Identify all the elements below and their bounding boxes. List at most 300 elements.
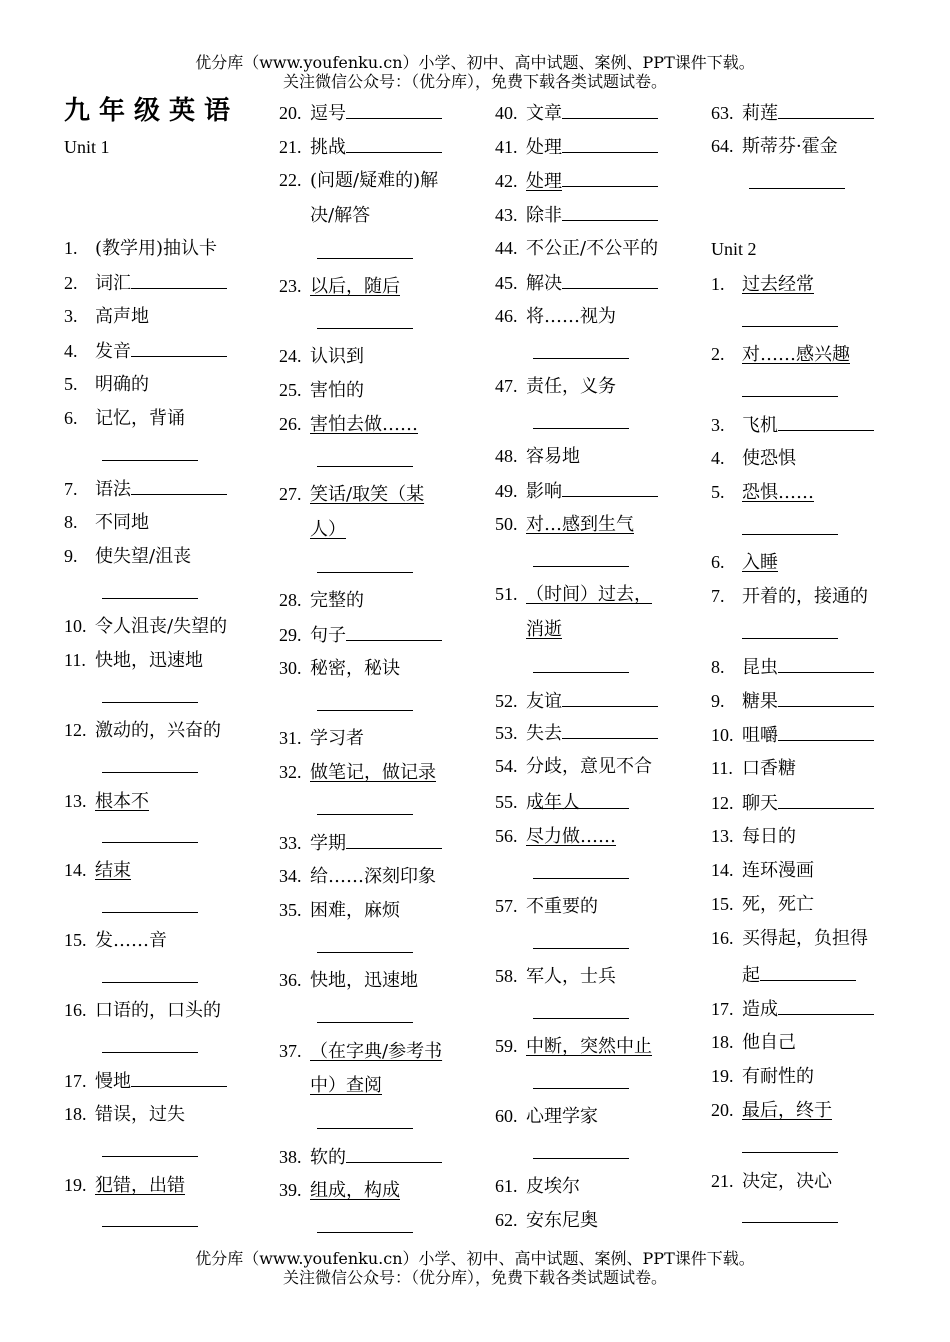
answer-blank[interactable] bbox=[102, 754, 198, 773]
vocab-term: 心理学家 bbox=[526, 1106, 598, 1127]
vocab-term: 容易地 bbox=[526, 446, 580, 467]
vocab-row bbox=[317, 1214, 413, 1240]
answer-blank[interactable] bbox=[131, 1068, 227, 1087]
vocab-number: 53. bbox=[495, 723, 518, 743]
vocab-number: 35. bbox=[279, 900, 302, 920]
vocab-number: 18. bbox=[711, 1032, 734, 1052]
vocab-row bbox=[711, 134, 838, 159]
vocab-row bbox=[102, 684, 198, 710]
answer-blank[interactable] bbox=[533, 1140, 629, 1159]
vocab-row bbox=[64, 236, 217, 261]
unit-1-label: Unit 1 bbox=[64, 137, 110, 157]
vocab-number: 1. bbox=[711, 274, 725, 294]
footer-line-1: 优分库（www.youfenku.cn）小学、初中、高中试题、案例、PPT课件下载。 bbox=[195, 1249, 755, 1268]
vocab-number: 2. bbox=[711, 344, 725, 364]
answer-blank[interactable] bbox=[317, 448, 413, 467]
vocab-number: 20. bbox=[279, 103, 302, 123]
vocab-term: 咀嚼 bbox=[742, 725, 778, 746]
vocab-term: 困难，麻烦 bbox=[310, 900, 400, 921]
answer-blank[interactable] bbox=[131, 476, 227, 495]
answer-blank[interactable] bbox=[102, 894, 198, 913]
vocab-row bbox=[64, 998, 221, 1023]
vocab-number: 36. bbox=[279, 970, 302, 990]
answer-blank[interactable] bbox=[778, 722, 874, 741]
answer-blank[interactable] bbox=[317, 934, 413, 953]
vocab-term: 句子 bbox=[310, 625, 346, 646]
vocab-number: 1. bbox=[64, 238, 78, 258]
vocab-row bbox=[742, 516, 838, 542]
vocab-number: 5. bbox=[64, 374, 78, 394]
vocab-row bbox=[495, 964, 616, 989]
answer-blank[interactable] bbox=[562, 100, 658, 119]
vocab-row bbox=[317, 554, 413, 580]
vocab-number: 14. bbox=[64, 860, 87, 880]
vocab-row bbox=[495, 100, 658, 126]
vocab-row bbox=[495, 478, 658, 504]
answer-blank[interactable] bbox=[346, 830, 442, 849]
vocab-term: 安东尼奥 bbox=[526, 1210, 598, 1231]
vocab-row bbox=[102, 442, 198, 468]
vocab-number: 33. bbox=[279, 833, 302, 853]
vocab-row bbox=[64, 614, 227, 639]
vocab-number: 21. bbox=[711, 1171, 734, 1191]
answer-blank[interactable] bbox=[533, 654, 629, 673]
vocab-row bbox=[495, 1104, 598, 1129]
vocab-term: 不重要的 bbox=[526, 896, 598, 917]
vocab-term: 高声地 bbox=[95, 306, 149, 327]
vocab-number: 58. bbox=[495, 966, 518, 986]
header-line-1: 优分库（www.youfenku.cn）小学、初中、高中试题、案例、PPT课件下载。 bbox=[195, 53, 755, 72]
answer-blank[interactable] bbox=[562, 270, 658, 289]
vocab-row bbox=[495, 134, 658, 160]
vocab-term: 决定，决心 bbox=[742, 1171, 832, 1192]
vocab-row bbox=[317, 796, 413, 822]
vocab-term: 害怕去做…… bbox=[310, 414, 418, 435]
vocab-term: 死，死亡 bbox=[742, 894, 814, 915]
vocab-row bbox=[495, 754, 652, 779]
vocab-term: 学期 bbox=[310, 833, 346, 854]
vocab-term: 成年人 bbox=[526, 792, 580, 813]
vocab-term: 对…感到生气 bbox=[526, 514, 634, 535]
vocab-number: 45. bbox=[495, 273, 518, 293]
vocab-number: 41. bbox=[495, 137, 518, 157]
vocab-row bbox=[64, 544, 191, 569]
vocab-term: 斯蒂芬·霍金 bbox=[742, 136, 838, 157]
vocab-number: 7. bbox=[64, 479, 78, 499]
vocab-row bbox=[711, 892, 814, 917]
vocab-row bbox=[102, 1034, 198, 1060]
answer-blank[interactable] bbox=[317, 554, 413, 573]
vocab-number: 19. bbox=[64, 1175, 87, 1195]
vocab-row bbox=[533, 860, 629, 886]
vocab-term: 昆虫 bbox=[742, 657, 778, 678]
vocab-term: （时间）过去， bbox=[526, 584, 652, 605]
vocab-row bbox=[533, 410, 629, 436]
vocab-row bbox=[279, 412, 418, 437]
answer-blank[interactable] bbox=[533, 548, 629, 567]
vocab-row bbox=[310, 518, 346, 542]
vocab-row bbox=[279, 898, 400, 923]
vocab-row bbox=[495, 894, 598, 919]
vocab-term: 口语的，口头的 bbox=[95, 1000, 221, 1021]
vocab-row bbox=[279, 830, 442, 856]
vocab-term: 入睡 bbox=[742, 552, 778, 573]
answer-blank[interactable] bbox=[778, 100, 874, 119]
vocab-term: 秘密，秘诀 bbox=[310, 658, 400, 679]
vocab-row bbox=[711, 790, 874, 816]
vocab-row bbox=[711, 1030, 796, 1055]
answer-blank[interactable] bbox=[317, 1004, 413, 1023]
answer-blank[interactable] bbox=[778, 412, 874, 431]
page-title: 九年级英语 bbox=[64, 96, 240, 126]
answer-blank[interactable] bbox=[131, 338, 227, 357]
vocab-row bbox=[64, 718, 221, 743]
vocab-term: (教学用)抽认卡 bbox=[95, 238, 218, 259]
vocab-row bbox=[279, 622, 442, 648]
vocab-number: 9. bbox=[64, 546, 78, 566]
vocab-row bbox=[711, 654, 874, 680]
vocab-number: 13. bbox=[711, 826, 734, 846]
vocab-term: 尽力做…… bbox=[526, 826, 616, 847]
vocab-number: 12. bbox=[711, 793, 734, 813]
vocab-number: 46. bbox=[495, 306, 518, 326]
vocab-number: 62. bbox=[495, 1210, 518, 1230]
vocab-row bbox=[310, 204, 370, 228]
vocab-row bbox=[64, 510, 149, 535]
vocab-term: 除非 bbox=[526, 205, 562, 226]
vocab-row bbox=[279, 588, 364, 613]
answer-blank[interactable] bbox=[562, 478, 658, 497]
answer-blank[interactable] bbox=[760, 962, 856, 981]
vocab-term: 聊天 bbox=[742, 793, 778, 814]
answer-blank[interactable] bbox=[778, 996, 874, 1015]
vocab-term: 他自己 bbox=[742, 1032, 796, 1053]
vocab-term: 明确的 bbox=[95, 374, 149, 395]
vocab-term: 解决 bbox=[526, 273, 562, 294]
vocab-number: 48. bbox=[495, 446, 518, 466]
answer-blank[interactable] bbox=[533, 1000, 629, 1019]
vocab-number: 64. bbox=[711, 136, 734, 156]
vocab-term: 连环漫画 bbox=[742, 860, 814, 881]
vocab-number: 39. bbox=[279, 1180, 302, 1200]
answer-blank[interactable] bbox=[742, 378, 838, 397]
vocab-number: 24. bbox=[279, 346, 302, 366]
vocab-row bbox=[533, 1000, 629, 1026]
answer-blank[interactable] bbox=[102, 964, 198, 983]
vocab-number: 30. bbox=[279, 658, 302, 678]
vocab-number: 17. bbox=[711, 999, 734, 1019]
answer-blank[interactable] bbox=[778, 654, 874, 673]
vocab-term: 过去经常 bbox=[742, 274, 814, 295]
vocab-row bbox=[711, 824, 796, 849]
vocab-row bbox=[711, 584, 868, 609]
vocab-row bbox=[526, 618, 562, 642]
vocab-row bbox=[711, 996, 874, 1022]
answer-blank[interactable] bbox=[749, 170, 845, 189]
vocab-row bbox=[279, 274, 400, 299]
answer-blank[interactable] bbox=[533, 1070, 629, 1089]
vocab-term: 错误，过失 bbox=[95, 1104, 185, 1125]
vocab-term: 学习者 bbox=[310, 728, 364, 749]
answer-blank[interactable] bbox=[317, 1110, 413, 1129]
vocab-number: 40. bbox=[495, 103, 518, 123]
vocab-term: 给……深刻印象 bbox=[310, 866, 436, 887]
vocab-row bbox=[279, 656, 400, 681]
vocab-term: 处理 bbox=[526, 137, 562, 158]
answer-blank[interactable] bbox=[102, 442, 198, 461]
vocab-row bbox=[533, 930, 629, 956]
vocab-number: 63. bbox=[711, 103, 734, 123]
vocab-number: 57. bbox=[495, 896, 518, 916]
vocab-term: 不公正/不公平的 bbox=[526, 238, 659, 259]
answer-blank[interactable] bbox=[317, 1214, 413, 1233]
answer-blank[interactable] bbox=[742, 620, 838, 639]
vocab-number: 6. bbox=[64, 408, 78, 428]
vocab-row bbox=[711, 1169, 832, 1194]
vocab-row bbox=[279, 378, 364, 403]
vocab-number: 59. bbox=[495, 1036, 518, 1056]
vocab-row bbox=[317, 310, 413, 336]
vocab-column-2 bbox=[279, 0, 479, 1342]
vocab-term: 挑战 bbox=[310, 137, 346, 158]
vocab-term: 以后，随后 bbox=[310, 276, 400, 297]
vocab-number: 3. bbox=[64, 306, 78, 326]
vocab-number: 16. bbox=[711, 928, 734, 948]
vocab-number: 42. bbox=[495, 171, 518, 191]
vocab-number: 29. bbox=[279, 625, 302, 645]
vocab-row bbox=[495, 374, 616, 399]
answer-blank[interactable] bbox=[317, 692, 413, 711]
vocab-row bbox=[533, 654, 629, 680]
vocab-number: 49. bbox=[495, 481, 518, 501]
vocab-row bbox=[711, 100, 874, 126]
vocab-row bbox=[495, 688, 658, 714]
vocab-term: 做笔记，做记录 bbox=[310, 762, 436, 783]
vocab-row bbox=[495, 790, 580, 815]
vocab-number: 20. bbox=[711, 1100, 734, 1120]
vocab-row bbox=[742, 620, 838, 646]
answer-blank[interactable] bbox=[102, 1208, 198, 1227]
answer-blank[interactable] bbox=[102, 684, 198, 703]
answer-blank[interactable] bbox=[742, 516, 838, 535]
vocab-row bbox=[64, 476, 227, 502]
answer-blank[interactable] bbox=[533, 860, 629, 879]
vocab-row bbox=[279, 864, 436, 889]
vocab-number: 51. bbox=[495, 584, 518, 604]
vocab-number: 22. bbox=[279, 170, 302, 190]
vocab-number: 54. bbox=[495, 756, 518, 776]
answer-blank[interactable] bbox=[562, 168, 658, 187]
vocab-term: 失去 bbox=[526, 723, 562, 744]
vocab-row bbox=[711, 446, 796, 471]
vocab-number: 13. bbox=[64, 791, 87, 811]
vocab-term: 慢地 bbox=[95, 1071, 131, 1092]
vocab-row bbox=[64, 928, 167, 953]
answer-blank[interactable] bbox=[317, 240, 413, 259]
vocab-term: 不同地 bbox=[95, 512, 149, 533]
answer-blank[interactable] bbox=[102, 580, 198, 599]
vocab-number: 2. bbox=[64, 273, 78, 293]
vocab-number: 10. bbox=[64, 616, 87, 636]
vocab-row bbox=[64, 648, 203, 673]
answer-blank[interactable] bbox=[102, 1034, 198, 1053]
vocab-number: 52. bbox=[495, 691, 518, 711]
vocab-row bbox=[64, 338, 227, 364]
vocab-term: 组成，构成 bbox=[310, 1180, 400, 1201]
vocab-term: 根本不 bbox=[95, 791, 149, 812]
vocab-row bbox=[711, 756, 796, 781]
vocab-term: 起 bbox=[742, 965, 760, 986]
answer-blank[interactable] bbox=[562, 134, 658, 153]
vocab-number: 4. bbox=[64, 341, 78, 361]
vocab-number: 44. bbox=[495, 238, 518, 258]
answer-blank[interactable] bbox=[562, 688, 658, 707]
footer-line-2: 关注微信公众号：（优分库），免费下载各类试题试卷。 bbox=[282, 1268, 667, 1287]
vocab-row bbox=[711, 480, 814, 505]
vocab-row bbox=[495, 202, 658, 228]
vocab-row bbox=[495, 720, 658, 746]
vocab-number: 32. bbox=[279, 762, 302, 782]
vocab-row bbox=[64, 789, 149, 814]
vocab-row bbox=[742, 1204, 838, 1230]
vocab-row bbox=[279, 168, 438, 193]
vocab-row bbox=[495, 168, 658, 194]
vocab-row bbox=[102, 964, 198, 990]
vocab-number: 8. bbox=[64, 512, 78, 532]
vocab-number: 34. bbox=[279, 866, 302, 886]
vocab-number: 11. bbox=[711, 758, 733, 778]
vocab-row bbox=[711, 550, 778, 575]
vocab-term: 买得起，负担得 bbox=[742, 928, 868, 949]
vocab-number: 38. bbox=[279, 1147, 302, 1167]
vocab-term: 对……感兴趣 bbox=[742, 344, 850, 365]
answer-blank[interactable] bbox=[131, 270, 227, 289]
vocab-number: 23. bbox=[279, 276, 302, 296]
vocab-term: 犯错，出错 bbox=[95, 1175, 185, 1196]
vocab-number: 21. bbox=[279, 137, 302, 157]
vocab-row bbox=[317, 692, 413, 718]
vocab-term: 口香糖 bbox=[742, 758, 796, 779]
answer-blank[interactable] bbox=[742, 308, 838, 327]
vocab-row bbox=[711, 1098, 832, 1123]
vocab-row bbox=[711, 412, 874, 438]
vocab-number: 15. bbox=[711, 894, 734, 914]
answer-blank[interactable] bbox=[778, 790, 874, 809]
vocab-row bbox=[317, 448, 413, 474]
answer-blank[interactable] bbox=[317, 796, 413, 815]
vocab-row bbox=[533, 1070, 629, 1096]
vocab-number: 37. bbox=[279, 1041, 302, 1061]
vocab-row bbox=[317, 934, 413, 960]
vocab-number: 43. bbox=[495, 205, 518, 225]
answer-blank[interactable] bbox=[346, 134, 442, 153]
vocab-row bbox=[102, 1138, 198, 1164]
vocab-number: 47. bbox=[495, 376, 518, 396]
vocab-number: 3. bbox=[711, 415, 725, 435]
vocab-term: 决/解答 bbox=[310, 205, 371, 226]
vocab-row bbox=[749, 170, 845, 196]
vocab-row bbox=[495, 1208, 598, 1233]
vocab-number: 60. bbox=[495, 1106, 518, 1126]
answer-blank[interactable] bbox=[346, 1144, 442, 1163]
answer-blank[interactable] bbox=[778, 688, 874, 707]
vocab-term: 影响 bbox=[526, 481, 562, 502]
vocab-row bbox=[64, 406, 185, 431]
vocab-row bbox=[495, 270, 658, 296]
answer-blank[interactable] bbox=[742, 1134, 838, 1153]
answer-blank[interactable] bbox=[533, 930, 629, 949]
vocab-row bbox=[533, 340, 629, 366]
vocab-term: 恐惧…… bbox=[742, 482, 814, 503]
vocab-term: 结束 bbox=[95, 860, 131, 881]
vocab-term: 发音 bbox=[95, 341, 131, 362]
vocab-row bbox=[279, 1144, 442, 1170]
vocab-row bbox=[711, 858, 814, 883]
vocab-row bbox=[279, 760, 436, 785]
vocab-number: 15. bbox=[64, 930, 87, 950]
vocab-row bbox=[279, 344, 364, 369]
vocab-row bbox=[317, 1110, 413, 1136]
answer-blank[interactable] bbox=[102, 1138, 198, 1157]
vocab-column-1 bbox=[64, 0, 264, 1342]
vocab-number: 27. bbox=[279, 484, 302, 504]
answer-blank[interactable] bbox=[102, 824, 198, 843]
answer-blank[interactable] bbox=[562, 202, 658, 221]
vocab-number: 61. bbox=[495, 1176, 518, 1196]
vocab-term: 词汇 bbox=[95, 273, 131, 294]
answer-blank[interactable] bbox=[317, 310, 413, 329]
vocab-row bbox=[495, 304, 616, 329]
answer-blank[interactable] bbox=[346, 622, 442, 641]
vocab-term: 使恐惧 bbox=[742, 448, 796, 469]
vocab-term: 语法 bbox=[95, 479, 131, 500]
answer-blank[interactable] bbox=[742, 1204, 838, 1223]
vocab-column-3 bbox=[495, 0, 695, 1342]
vocab-term: 使失望/沮丧 bbox=[95, 546, 192, 567]
vocab-number: 16. bbox=[64, 1000, 87, 1020]
vocab-row bbox=[64, 304, 149, 329]
vocab-row bbox=[742, 308, 838, 334]
vocab-row bbox=[495, 236, 658, 261]
vocab-number: 17. bbox=[64, 1071, 87, 1091]
vocab-row bbox=[279, 726, 364, 751]
vocab-column-4 bbox=[711, 0, 911, 1342]
vocab-number: 5. bbox=[711, 482, 725, 502]
vocab-number: 55. bbox=[495, 792, 518, 812]
vocab-row bbox=[317, 240, 413, 266]
answer-blank[interactable] bbox=[346, 100, 442, 119]
vocab-term: 将……视为 bbox=[526, 306, 616, 327]
vocab-row bbox=[495, 824, 616, 849]
vocab-row bbox=[102, 824, 198, 850]
vocab-number: 4. bbox=[711, 448, 725, 468]
vocab-row bbox=[279, 968, 418, 993]
vocab-number: 14. bbox=[711, 860, 734, 880]
vocab-row bbox=[64, 372, 149, 397]
vocab-row bbox=[533, 548, 629, 574]
vocab-row bbox=[742, 962, 856, 988]
answer-blank[interactable] bbox=[533, 340, 629, 359]
vocab-row bbox=[495, 1174, 580, 1199]
vocab-term: 认识到 bbox=[310, 346, 364, 367]
vocab-term: 中）查阅 bbox=[310, 1075, 382, 1096]
vocab-term: 每日的 bbox=[742, 826, 796, 847]
answer-blank[interactable] bbox=[533, 410, 629, 429]
vocab-row bbox=[279, 1039, 442, 1064]
vocab-term: 激动的，兴奋的 bbox=[95, 720, 221, 741]
answer-blank[interactable] bbox=[562, 720, 658, 739]
unit-2-label: Unit 2 bbox=[711, 239, 757, 259]
